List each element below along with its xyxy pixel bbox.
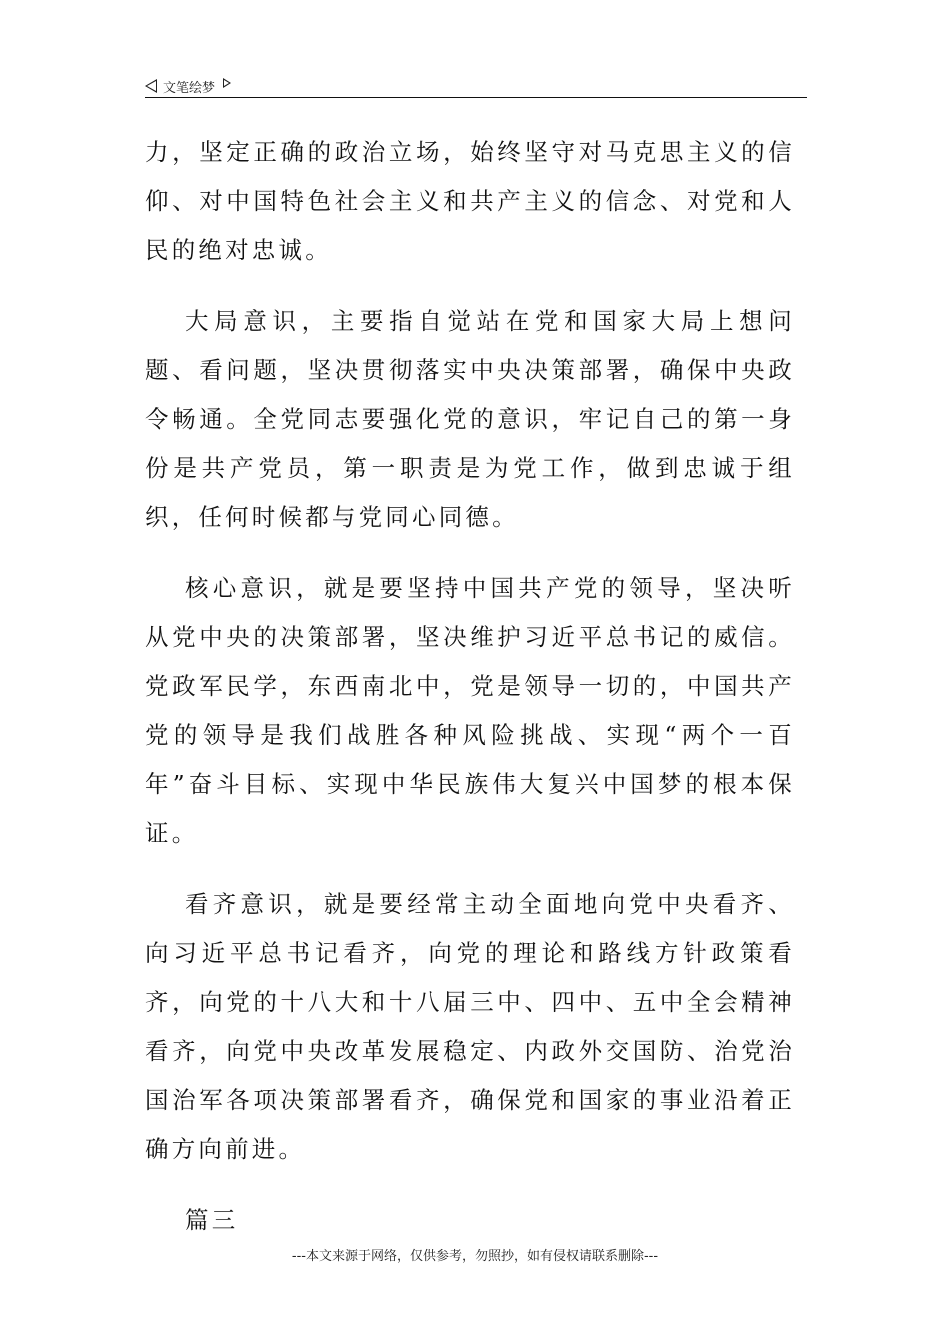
header-divider	[145, 97, 807, 98]
paragraph-alignment: 看齐意识，就是要经常主动全面地向党中央看齐、向习近平总书记看齐，向党的理论和路线方针政策看齐，向党的十八大和十八届三中、四中、五中全会精神看齐，向党中央改革发展稳定、内政外交国防、治党治国治军各项决策部署看齐，确保党和国家的事业沿着正确方向前进。	[145, 890, 795, 1163]
paragraph-continuation: 力，坚定正确的政治立场，始终坚守对马克思主义的信仰、对中国特色社会主义和共产主义的信念、对党和人民的绝对忠诚。	[145, 138, 795, 264]
page-header	[145, 74, 807, 98]
document-body	[145, 128, 795, 1267]
triangle-left-icon	[145, 79, 157, 93]
triangle-right-icon	[223, 78, 231, 88]
page-footer: ---本文来源于网络，仅供参考，勿照抄，如有侵权请联系删除---	[291, 1249, 659, 1264]
section-heading: 篇三	[185, 1206, 239, 1234]
header-title: 文笔绘梦	[163, 80, 216, 96]
paragraph-core: 核心意识，就是要坚持中国共产党的领导，坚决听从党中央的决策部署，坚决维护习近平总书记的威信。党政军民学，东西南北中，党是领导一切的，中国共产党的领导是我们战胜各种风险挑战、实现“两个一百年”奋斗目标、实现中华民族伟大复兴中国梦的根本保证。	[145, 574, 795, 847]
paragraph-big-picture: 大局意识，主要指自觉站在党和国家大局上想问题、看问题，坚决贯彻落实中央决策部署，确保中央政令畅通。全党同志要强化党的意识，牢记自己的第一身份是共产党员，第一职责是为党工作，做到忠诚于组织，任何时候都与党同心同德。	[145, 307, 795, 531]
